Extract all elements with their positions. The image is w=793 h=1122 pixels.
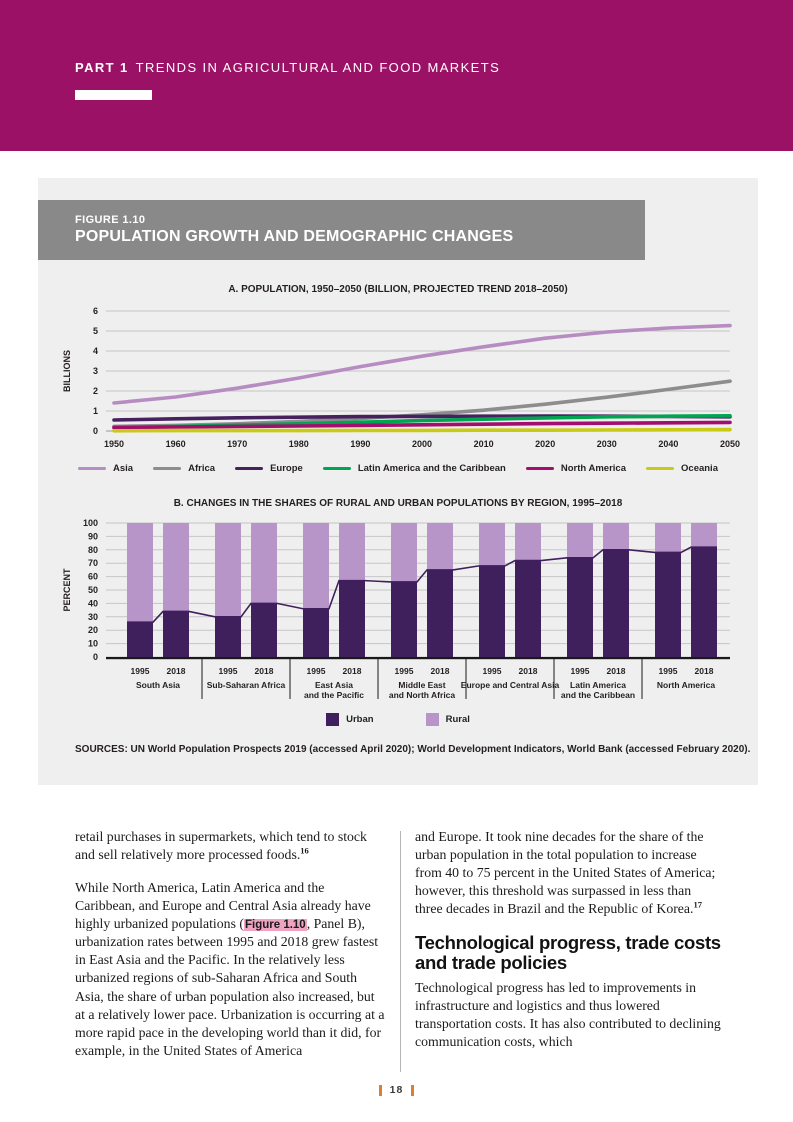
svg-text:3: 3 — [92, 366, 98, 376]
svg-text:4: 4 — [92, 346, 98, 356]
figure-panel — [38, 178, 758, 785]
svg-text:20: 20 — [87, 625, 98, 636]
svg-text:1: 1 — [92, 406, 98, 416]
left-column — [75, 828, 387, 1075]
svg-text:1960: 1960 — [165, 439, 186, 449]
legend-swatch — [235, 467, 263, 471]
legend-swatch — [526, 467, 554, 471]
page-footer — [0, 1084, 793, 1096]
legend-item-oceania — [646, 463, 718, 474]
urban-rural-bar-chart — [58, 517, 738, 703]
legend-item-rural — [426, 713, 470, 726]
part-number-label: PART 1 — [75, 60, 129, 75]
svg-text:0: 0 — [92, 652, 98, 662]
svg-text:2018: 2018 — [166, 666, 186, 676]
legend-swatch — [323, 467, 351, 471]
svg-text:Middle East: Middle East — [398, 680, 446, 690]
legend-item-europe — [235, 463, 303, 474]
svg-text:40: 40 — [87, 598, 98, 609]
paragraph — [75, 879, 387, 1060]
paragraph — [415, 828, 721, 918]
svg-text:2018: 2018 — [606, 666, 626, 676]
footnote-ref: 17 — [693, 899, 703, 910]
section-heading: Technological progress, trade costs and trade policies — [415, 932, 721, 973]
part-title-line — [75, 60, 500, 75]
svg-text:1995: 1995 — [130, 666, 150, 676]
chart-a-title: A. POPULATION, 1950–2050 (BILLION, PROJECTED TREND 2018–2050) — [228, 284, 568, 295]
legend-item-urban — [326, 713, 373, 726]
paragraph — [415, 979, 721, 1051]
body-columns — [75, 828, 721, 1075]
column-divider — [400, 831, 401, 1072]
svg-text:2018: 2018 — [254, 666, 274, 676]
svg-text:2020: 2020 — [535, 439, 556, 449]
text-segment: , Panel B), urbanization rates between 1995 and 2018 grew fastest in East Asia and the Pacific. In the relatively less urbanized regions of sub-Saharan Africa and South Asia, the share of urban population also increased, but at a relatively lower pace. Urbanization is occurring at a more rapid pace in the developing world than it did, for example, in the United States of America — [75, 916, 385, 1058]
page-number: 18 — [389, 1084, 404, 1096]
svg-text:and the Pacific: and the Pacific — [304, 690, 364, 700]
legend-label: Oceania — [681, 463, 718, 474]
legend-item-latin-america-and-the-caribbean — [323, 463, 506, 474]
svg-text:and North Africa: and North Africa — [388, 690, 456, 700]
svg-text:1995: 1995 — [306, 666, 326, 676]
text-segment: While North America, Latin America and the Caribbean, and Europe and Central Asia already have highly urbanized populations ( — [75, 880, 371, 932]
svg-text:Latin America: Latin America — [570, 680, 626, 690]
svg-text:5: 5 — [92, 326, 98, 336]
part-title-text: TRENDS IN AGRICULTURAL AND FOOD MARKETS — [135, 60, 501, 75]
legend-swatch — [153, 467, 181, 471]
legend-swatch — [78, 467, 106, 471]
svg-text:2018: 2018 — [694, 666, 714, 676]
svg-text:2050: 2050 — [719, 439, 741, 449]
text-segment: and Europe. It took nine decades for the share of the urban population in the total population to increase from 40 to 75 percent in the United States of America; however, this threshold was surpassed in less than three decades in Brazil and the Republic of Korea. — [415, 829, 716, 917]
svg-text:1990: 1990 — [350, 439, 371, 449]
svg-text:60: 60 — [87, 571, 98, 582]
legend-swatch — [426, 713, 439, 726]
svg-text:6: 6 — [92, 306, 98, 316]
svg-text:10: 10 — [87, 638, 98, 649]
svg-text:2018: 2018 — [342, 666, 362, 676]
svg-text:80: 80 — [87, 544, 98, 555]
legend-label: Africa — [188, 463, 216, 474]
chart-a-legend — [78, 463, 718, 474]
svg-text:1980: 1980 — [288, 439, 309, 449]
svg-text:2010: 2010 — [473, 439, 494, 449]
text-segment: Technological progress has led to improvements in infrastructure and logistics and thus lowered transportation costs. It has also contributed to declining communication costs, which — [415, 980, 721, 1050]
footnote-ref: 16 — [300, 845, 309, 856]
svg-text:1995: 1995 — [570, 666, 590, 676]
legend-item-asia — [78, 463, 133, 474]
svg-text:2000: 2000 — [411, 439, 433, 449]
legend-label: Urban — [346, 714, 374, 725]
svg-text:1995: 1995 — [218, 666, 238, 676]
svg-text:50: 50 — [87, 585, 98, 595]
legend-label: North America — [560, 463, 626, 474]
banner-white-tab — [75, 90, 152, 100]
svg-text:South Asia: South Asia — [135, 680, 181, 690]
svg-text:PERCENT: PERCENT — [62, 568, 72, 612]
text-segment: retail purchases in supermarkets, which tend to stock and sell relatively more processed foods. — [75, 829, 367, 863]
part-banner — [0, 0, 793, 151]
chart-b-title: B. CHANGES IN THE SHARES OF RURAL AND URBAN POPULATIONS BY REGION, 1995–2018 — [173, 498, 623, 509]
population-line-chart — [58, 303, 741, 453]
svg-text:Sub-Saharan Africa: Sub-Saharan Africa — [206, 680, 286, 690]
svg-text:100: 100 — [82, 518, 98, 528]
figure-header-bar — [38, 200, 645, 260]
right-column — [415, 828, 721, 1075]
legend-label: Latin America and the Caribbean — [357, 463, 506, 474]
svg-text:2030: 2030 — [596, 439, 617, 449]
footer-bar-icon — [411, 1085, 414, 1096]
svg-text:1970: 1970 — [227, 439, 248, 449]
svg-text:2018: 2018 — [430, 666, 450, 676]
legend-item-north-america — [526, 463, 626, 474]
footer-bar-icon — [379, 1085, 382, 1096]
legend-swatch — [326, 713, 339, 726]
legend-label: Europe — [270, 463, 303, 474]
svg-text:East Asia: East Asia — [315, 680, 353, 690]
figure-reference-link[interactable]: Figure 1.10 — [244, 919, 306, 932]
svg-text:2040: 2040 — [658, 439, 679, 449]
svg-text:BILLIONS: BILLIONS — [62, 350, 72, 392]
legend-label: Rural — [445, 714, 470, 725]
sources-note: SOURCES: UN World Population Prospects 2019 (accessed April 2020); World Development Indicators, World Bank (accessed February 2020). — [75, 744, 751, 755]
paragraph — [75, 828, 387, 864]
svg-text:North America: North America — [656, 680, 716, 690]
figure-label: FIGURE 1.10 — [75, 213, 146, 226]
svg-text:and the Caribbean: and the Caribbean — [560, 690, 636, 700]
svg-text:Europe and Central Asia: Europe and Central Asia — [460, 680, 560, 690]
svg-text:0: 0 — [92, 426, 98, 436]
legend-swatch — [646, 467, 674, 471]
svg-text:2018: 2018 — [518, 666, 538, 676]
svg-text:30: 30 — [87, 611, 98, 622]
svg-text:1950: 1950 — [103, 439, 125, 449]
legend-item-africa — [153, 463, 215, 474]
svg-text:90: 90 — [87, 531, 98, 542]
legend-label: Asia — [113, 463, 134, 474]
svg-text:1995: 1995 — [658, 666, 678, 676]
svg-text:70: 70 — [87, 558, 98, 569]
svg-text:1995: 1995 — [394, 666, 414, 676]
chart-b-legend — [38, 713, 758, 726]
svg-text:1995: 1995 — [482, 666, 502, 676]
figure-title: POPULATION GROWTH AND DEMOGRAPHIC CHANGES — [75, 227, 514, 245]
svg-text:2: 2 — [92, 386, 98, 396]
